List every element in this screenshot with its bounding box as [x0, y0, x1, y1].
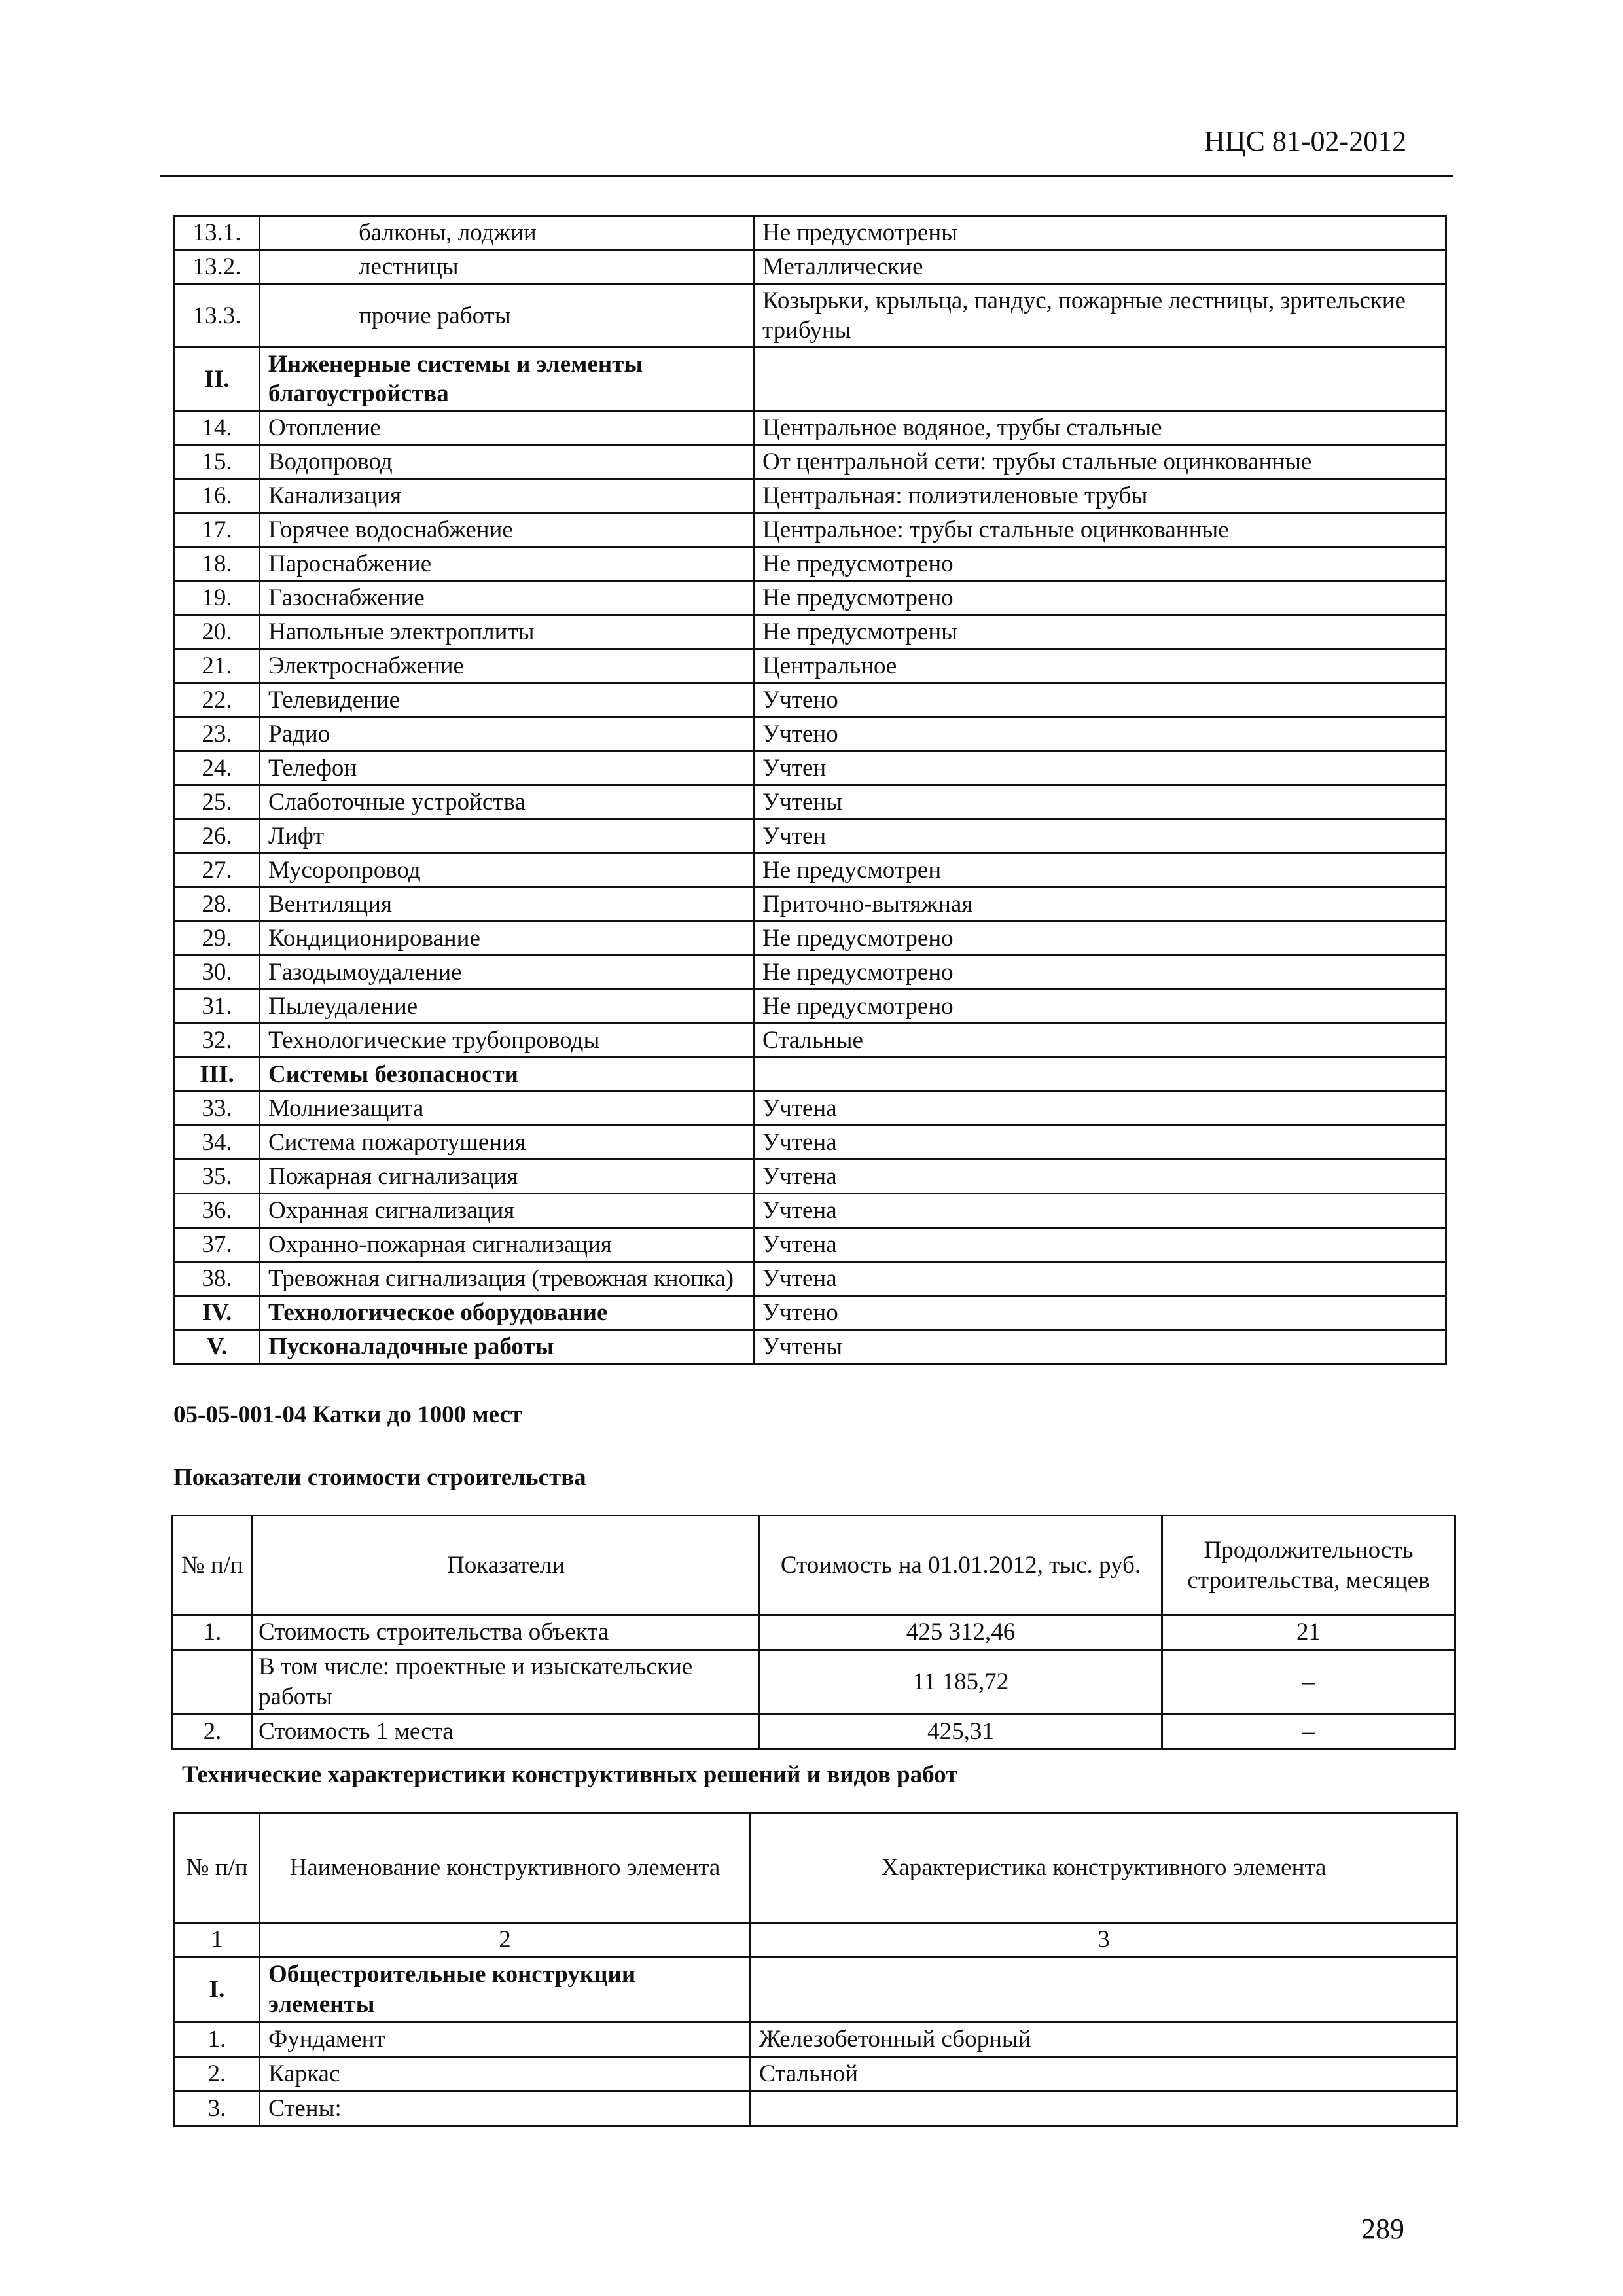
- row-name: Телефон: [260, 751, 754, 785]
- row-value: Учтена: [754, 1126, 1446, 1160]
- header-duration: Продолжительность строительства, месяцев: [1162, 1516, 1455, 1615]
- table-row: [175, 581, 1446, 615]
- row-name: Тревожная сигнализация (тревожная кнопка): [260, 1262, 754, 1296]
- header-element: Наименование конструктивного элемента: [260, 1813, 751, 1923]
- row-duration: 21: [1162, 1615, 1455, 1650]
- table-row: [175, 1194, 1446, 1228]
- row-number: 33.: [175, 1092, 260, 1126]
- row-number: 28.: [175, 888, 260, 922]
- row-name: Канализация: [260, 479, 754, 513]
- table-row: [175, 785, 1446, 819]
- table-row: [175, 1262, 1446, 1296]
- row-number: 29.: [175, 922, 260, 956]
- table-row: [175, 1058, 1446, 1092]
- row-value: Не предусмотрено: [754, 922, 1446, 956]
- row-number: 20.: [175, 615, 260, 649]
- row-name: Вентиляция: [260, 888, 754, 922]
- table-row: [175, 683, 1446, 717]
- table-row: [175, 1330, 1446, 1364]
- table-row: [175, 1296, 1446, 1330]
- row-value: Не предусмотрено: [754, 547, 1446, 581]
- row-name: Инженерные системы и элементы благоустройства: [260, 348, 754, 411]
- row-number: 14.: [175, 411, 260, 445]
- row-number: 3.: [175, 2092, 260, 2126]
- row-name: Общестроительные конструкции элементы: [260, 1958, 751, 2022]
- table-row: [173, 1650, 1455, 1715]
- table-row: [175, 547, 1446, 581]
- row-number: V.: [175, 1330, 260, 1364]
- row-value: Не предусмотрено: [754, 956, 1446, 990]
- table-row: [175, 1092, 1446, 1126]
- row-name: Пароснабжение: [260, 547, 754, 581]
- row-cost: 425,31: [760, 1715, 1162, 1749]
- row-number: IV.: [175, 1296, 260, 1330]
- table-row: [175, 1228, 1446, 1262]
- row-number: 24.: [175, 751, 260, 785]
- row-name: Водопровод: [260, 445, 754, 479]
- row-number: 23.: [175, 717, 260, 751]
- row-name: Каркас: [260, 2057, 751, 2092]
- row-name: Пусконаладочные работы: [260, 1330, 754, 1364]
- row-name: Слаботочные устройства: [260, 785, 754, 819]
- document-code: НЦС 81-02-2012: [1204, 125, 1407, 157]
- row-number: 38.: [175, 1262, 260, 1296]
- row-value: Учтена: [754, 1194, 1446, 1228]
- row-number: 30.: [175, 956, 260, 990]
- row-number: 2.: [175, 2057, 260, 2092]
- row-value: Учтены: [754, 785, 1446, 819]
- row-value: Металлические: [754, 250, 1446, 284]
- row-number: 19.: [175, 581, 260, 615]
- row-cost: 425 312,46: [760, 1615, 1162, 1650]
- row-name: Охранная сигнализация: [260, 1194, 754, 1228]
- row-value: Козырьки, крыльца, пандус, пожарные лестницы, зрительские трибуны: [754, 284, 1446, 348]
- row-name: балконы, лоджии: [260, 216, 754, 250]
- table-row: [175, 250, 1446, 284]
- row-number: 27.: [175, 853, 260, 888]
- row-value: Приточно-вытяжная: [754, 888, 1446, 922]
- table-row: [175, 956, 1446, 990]
- row-value: [754, 348, 1446, 411]
- tech-characteristics-title: Технические характеристики конструктивных решений и видов работ: [182, 1761, 958, 1788]
- row-value: Учтено: [754, 717, 1446, 751]
- engineering-systems-table: [173, 215, 1447, 1365]
- table-row: [175, 819, 1446, 853]
- row-value: Не предусмотрено: [754, 990, 1446, 1024]
- row-name: Охранно-пожарная сигнализация: [260, 1228, 754, 1262]
- row-number: 13.2.: [175, 250, 260, 284]
- column-number: 1: [175, 1923, 260, 1958]
- table-row: [175, 922, 1446, 956]
- row-name: Стоимость 1 места: [253, 1715, 760, 1749]
- row-name: Газоснабжение: [260, 581, 754, 615]
- row-value: Учтен: [754, 751, 1446, 785]
- table-row: [175, 853, 1446, 888]
- row-name: Лифт: [260, 819, 754, 853]
- row-number: 26.: [175, 819, 260, 853]
- row-name: Технологические трубопроводы: [260, 1024, 754, 1058]
- table-row: [175, 717, 1446, 751]
- table-row: [175, 1958, 1457, 2022]
- row-number: 13.1.: [175, 216, 260, 250]
- row-number: 21.: [175, 649, 260, 683]
- row-value: Железобетонный сборный: [751, 2022, 1457, 2057]
- row-name: Отопление: [260, 411, 754, 445]
- header-indicator: Показатели: [253, 1516, 760, 1615]
- row-duration: –: [1162, 1650, 1455, 1715]
- table-row: [173, 1715, 1455, 1749]
- table-row: [175, 411, 1446, 445]
- row-number: 15.: [175, 445, 260, 479]
- row-value: Центральное: [754, 649, 1446, 683]
- row-value: Не предусмотрено: [754, 581, 1446, 615]
- row-number: 1.: [175, 2022, 260, 2057]
- header-cost: Стоимость на 01.01.2012, тыс. руб.: [760, 1516, 1162, 1615]
- row-value: Центральное: трубы стальные оцинкованные: [754, 513, 1446, 547]
- table-row: [175, 2057, 1457, 2092]
- row-number: III.: [175, 1058, 260, 1092]
- row-name: Пожарная сигнализация: [260, 1160, 754, 1194]
- row-number: [173, 1650, 253, 1715]
- row-number: 32.: [175, 1024, 260, 1058]
- row-name: Радио: [260, 717, 754, 751]
- row-name: Фундамент: [260, 2022, 751, 2057]
- cost-indicators-title: Показатели стоимости строительства: [173, 1464, 586, 1491]
- row-value: [754, 1058, 1446, 1092]
- row-value: Учтены: [754, 1330, 1446, 1364]
- row-name: Стены:: [260, 2092, 751, 2126]
- row-name: Мусоропровод: [260, 853, 754, 888]
- row-number: 13.3.: [175, 284, 260, 348]
- table-row: [175, 888, 1446, 922]
- row-number: 17.: [175, 513, 260, 547]
- row-number: 16.: [175, 479, 260, 513]
- cost-indicators-table: [171, 1515, 1456, 1750]
- row-name: Газодымоудаление: [260, 956, 754, 990]
- row-value: [751, 1958, 1457, 2022]
- row-name: Телевидение: [260, 683, 754, 717]
- section-title: 05-05-001-04 Катки до 1000 мест: [173, 1401, 523, 1428]
- table-row: [175, 216, 1446, 250]
- row-number: 37.: [175, 1228, 260, 1262]
- row-name: Система пожаротушения: [260, 1126, 754, 1160]
- table-row: [175, 649, 1446, 683]
- table-row: [175, 1126, 1446, 1160]
- table-row: [173, 1615, 1455, 1650]
- table-row: [175, 2092, 1457, 2126]
- table-row: [175, 284, 1446, 348]
- row-value: Учтена: [754, 1160, 1446, 1194]
- row-number: 18.: [175, 547, 260, 581]
- row-name: Горячее водоснабжение: [260, 513, 754, 547]
- row-value: Учтено: [754, 683, 1446, 717]
- row-number: 1.: [173, 1615, 253, 1650]
- row-duration: –: [1162, 1715, 1455, 1749]
- table-row: [175, 479, 1446, 513]
- table-row: [175, 445, 1446, 479]
- header-rule: [160, 175, 1453, 177]
- table-row: [175, 1160, 1446, 1194]
- row-value: От центральной сети: трубы стальные оцинкованные: [754, 445, 1446, 479]
- row-number: 36.: [175, 1194, 260, 1228]
- table-row: [175, 513, 1446, 547]
- row-name: Напольные электроплиты: [260, 615, 754, 649]
- row-number: 35.: [175, 1160, 260, 1194]
- page-number: 289: [1361, 2213, 1404, 2245]
- table-row: [175, 2022, 1457, 2057]
- row-number: I.: [175, 1958, 260, 2022]
- row-value: Учтена: [754, 1262, 1446, 1296]
- row-number: II.: [175, 348, 260, 411]
- row-value: Центральная: полиэтиленовые трубы: [754, 479, 1446, 513]
- row-number: 22.: [175, 683, 260, 717]
- row-name: Технологическое оборудование: [260, 1296, 754, 1330]
- row-name: В том числе: проектные и изыскательские работы: [253, 1650, 760, 1715]
- column-number: 3: [751, 1923, 1457, 1958]
- row-value: [751, 2092, 1457, 2126]
- row-value: Не предусмотрены: [754, 615, 1446, 649]
- row-value: Учтена: [754, 1228, 1446, 1262]
- row-name: Пылеудаление: [260, 990, 754, 1024]
- row-value: Центральное водяное, трубы стальные: [754, 411, 1446, 445]
- row-number: 25.: [175, 785, 260, 819]
- table-row: [175, 615, 1446, 649]
- tech-characteristics-table: [173, 1812, 1458, 2127]
- row-name: Системы безопасности: [260, 1058, 754, 1092]
- row-value: Учтена: [754, 1092, 1446, 1126]
- row-name: Кондиционирование: [260, 922, 754, 956]
- row-value: Не предусмотрен: [754, 853, 1446, 888]
- row-number: 2.: [173, 1715, 253, 1749]
- table-row: [175, 751, 1446, 785]
- row-value: Учтено: [754, 1296, 1446, 1330]
- table-row: [175, 1024, 1446, 1058]
- header-num: № п/п: [173, 1516, 253, 1615]
- header-num: № п/п: [175, 1813, 260, 1923]
- row-value: Не предусмотрены: [754, 216, 1446, 250]
- row-number: 34.: [175, 1126, 260, 1160]
- row-value: Стальные: [754, 1024, 1446, 1058]
- column-number: 2: [260, 1923, 751, 1958]
- row-name: прочие работы: [260, 284, 754, 348]
- row-value: Стальной: [751, 2057, 1457, 2092]
- row-cost: 11 185,72: [760, 1650, 1162, 1715]
- row-name: Молниезащита: [260, 1092, 754, 1126]
- table-row: [175, 348, 1446, 411]
- row-number: 31.: [175, 990, 260, 1024]
- header-characteristic: Характеристика конструктивного элемента: [751, 1813, 1457, 1923]
- table-row: [175, 990, 1446, 1024]
- row-value: Учтен: [754, 819, 1446, 853]
- row-name: Электроснабжение: [260, 649, 754, 683]
- row-name: лестницы: [260, 250, 754, 284]
- row-name: Стоимость строительства объекта: [253, 1615, 760, 1650]
